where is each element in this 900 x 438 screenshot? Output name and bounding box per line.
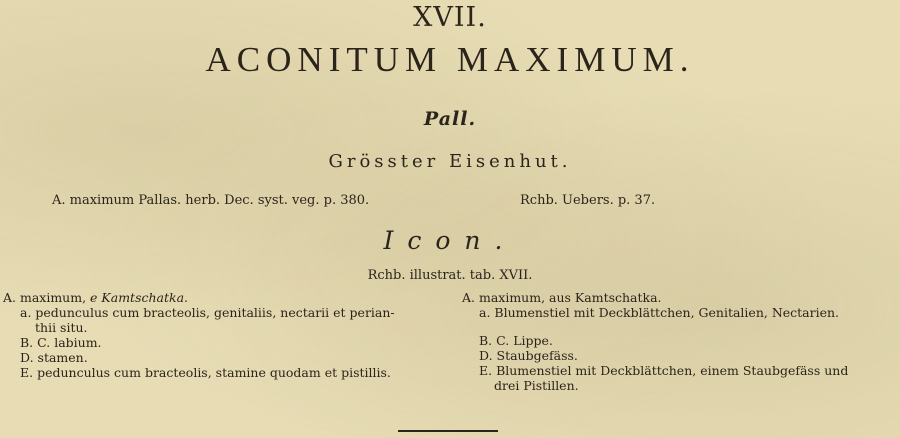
latin-item-b: B. C. labium. xyxy=(20,335,102,350)
latin-item-a-continued: thii situ. xyxy=(35,320,88,335)
icon-reference: Rchb. illustrat. tab. XVII. xyxy=(367,268,533,283)
reference-right: Rchb. Uebers. p. 37. xyxy=(520,193,656,208)
german-item-e: E. Blumenstiel mit Deckblättchen, einem Staubgefäss und xyxy=(479,363,849,378)
german-item-d: D. Staubgefäss. xyxy=(479,348,578,363)
plate-number: XVII. xyxy=(413,2,487,33)
page-title: ACONITUM MAXIMUM. xyxy=(205,40,695,79)
latin-item-a: a. pedunculus cum bracteolis, genitaliis, nectarii et perian- xyxy=(20,305,395,320)
latin-item-d: D. stamen. xyxy=(20,350,88,365)
german-item-e-continued: drei Pistillen. xyxy=(494,378,579,393)
german-legend xyxy=(462,290,900,393)
author-abbreviation: Pall. xyxy=(423,108,477,130)
common-name: Grösster Eisenhut. xyxy=(328,151,572,172)
german-item-b: B. C. Lippe. xyxy=(479,333,553,348)
bottom-rule xyxy=(398,430,498,432)
icon-heading: Icon. xyxy=(383,226,517,255)
latin-legend xyxy=(3,290,443,380)
german-legend-title: A. maximum, aus Kamtschatka. xyxy=(462,290,662,305)
latin-legend-title xyxy=(3,290,443,305)
reference-left: A. maximum Pallas. herb. Dec. syst. veg. p. 380. xyxy=(52,193,370,208)
latin-item-e: E. pedunculus cum bracteolis, stamine quodam et pistillis. xyxy=(20,365,391,380)
german-item-a: a. Blumenstiel mit Deckblättchen, Genitalien, Nectarien. xyxy=(479,305,840,320)
latin-title-italic: e Kamtschatka. xyxy=(90,290,189,305)
latin-title-plain: A. maximum, xyxy=(3,290,91,305)
